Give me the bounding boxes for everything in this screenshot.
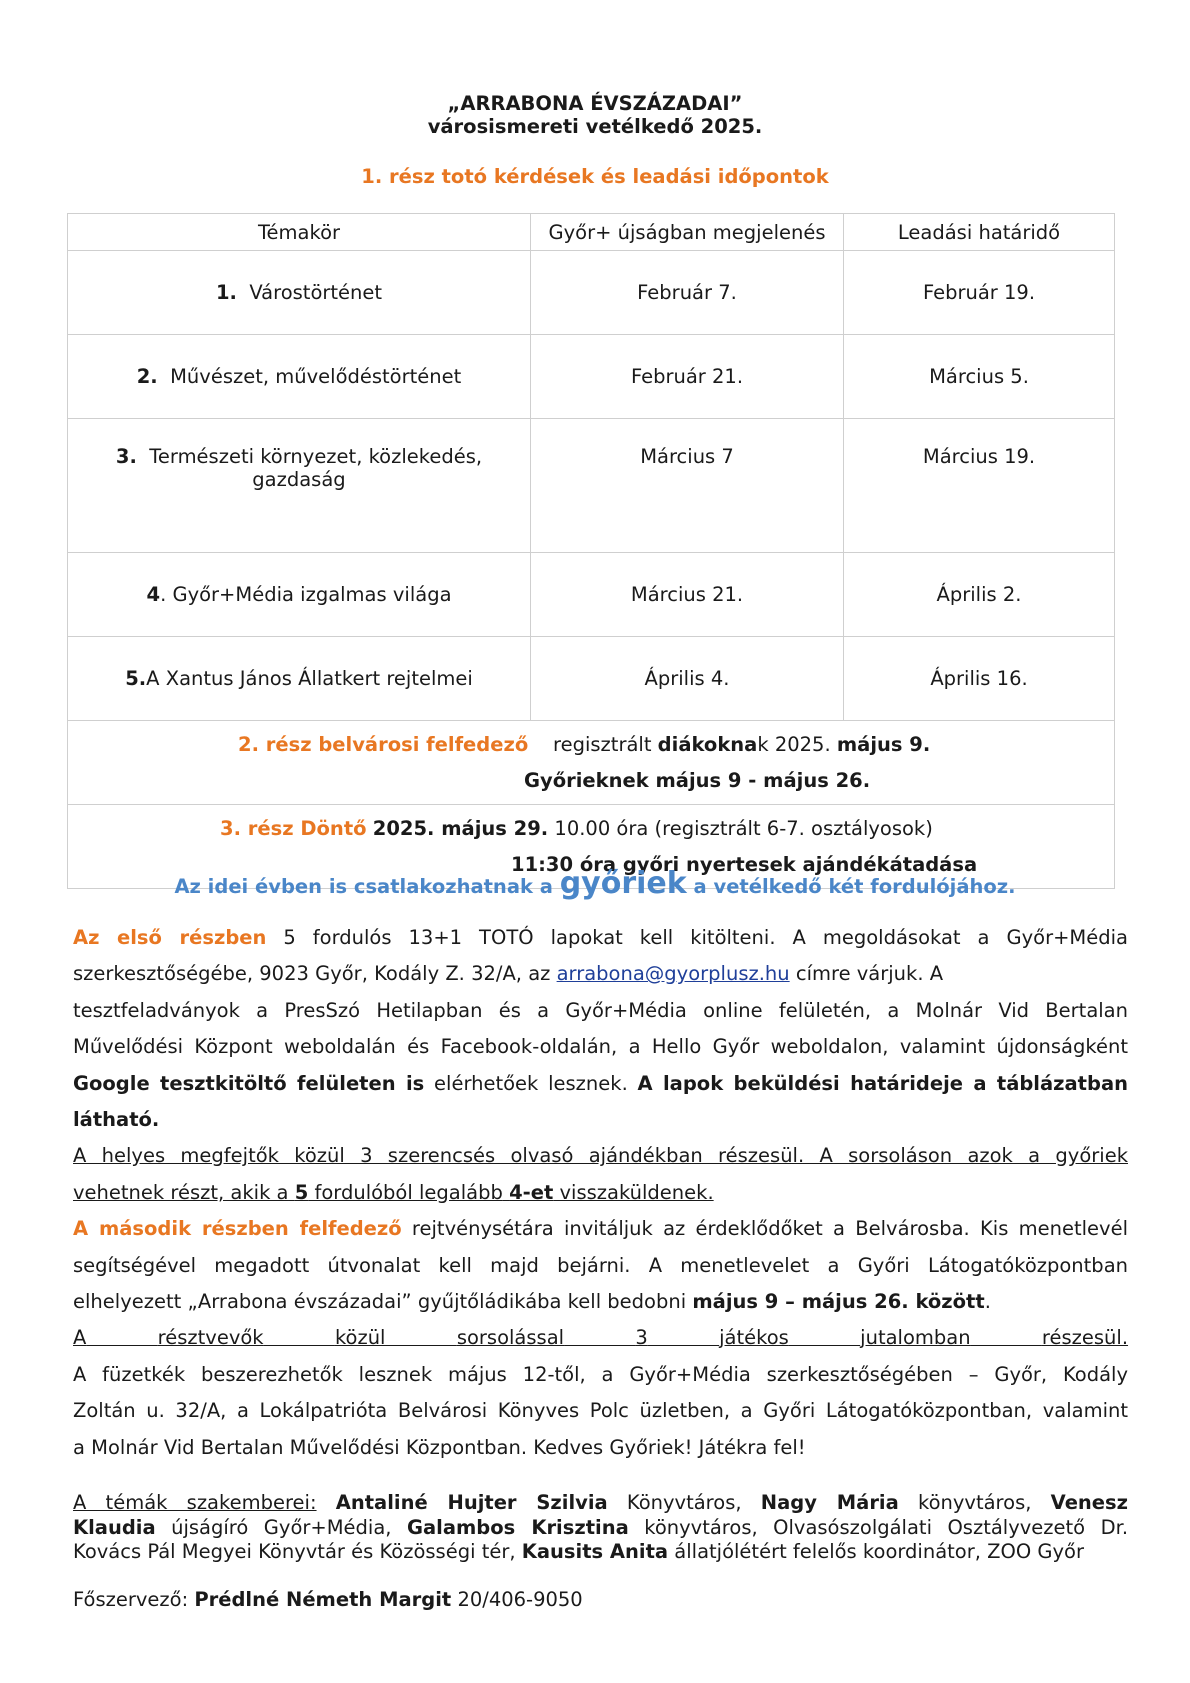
- topic-cell: [68, 637, 531, 721]
- topic-text: . Győr+Média izgalmas világa: [160, 583, 452, 606]
- paragraph-part1: [73, 920, 1128, 1138]
- deadline-cell: Március 5.: [844, 335, 1115, 419]
- table-row: [68, 419, 1115, 553]
- para1-available: elérhetőek lesznek.: [434, 1071, 628, 1095]
- header-topic: Témakör: [68, 214, 531, 251]
- part3-date: 2025. május 29.: [372, 816, 549, 840]
- topic-text: Várostörténet: [249, 281, 383, 304]
- para3-line5: A füzetkék beszerezhetők lesznek május 12-től, a Győr+Média szerkesztőségében – Győr, Kodály: [73, 1362, 1128, 1386]
- email-link[interactable]: arrabona@gyorplusz.hu: [556, 962, 790, 986]
- table-row: [68, 637, 1115, 721]
- part3-line1: [74, 811, 1108, 847]
- publication-cell: Február 7.: [531, 251, 844, 335]
- schedule-table: [67, 213, 1115, 889]
- document-subtitle: városismereti vetélkedő 2025.: [427, 115, 763, 138]
- word: A: [73, 1326, 87, 1350]
- invitation-post: a vetélkedő két fordulójához.: [693, 875, 1016, 898]
- para3-end: .: [984, 1289, 991, 1313]
- expert-name: Kausits Anita: [521, 1540, 669, 1563]
- para3-dropbox: elhelyezett „Arrabona évszázadai” gyűjtőládikába kell bedobni: [73, 1289, 687, 1313]
- topic-number: 5.: [125, 667, 147, 690]
- topic-number: 2.: [136, 365, 158, 388]
- publication-cell: Március 21.: [531, 553, 844, 637]
- deadline-cell: Február 19.: [844, 251, 1115, 335]
- para2-d: 4-et: [509, 1180, 554, 1204]
- organizer-label: Főszervező:: [73, 1588, 189, 1611]
- expert-name: Antaliné Hujter Szilvia: [335, 1491, 608, 1514]
- word: jutalomban: [860, 1326, 971, 1350]
- part3-label: 3. rész Döntő: [220, 816, 367, 840]
- experts-rest: [73, 1516, 1128, 1565]
- part2-cell: [68, 721, 1115, 805]
- word: közül: [334, 1326, 386, 1350]
- part2-line1: [74, 727, 1108, 763]
- para1-line3: tesztfeladványok a PresSzó Hetilapban és a Győr+Média online felületén, a Molnár Vid Bertalan: [73, 998, 1128, 1022]
- publication-cell: Április 4.: [531, 637, 844, 721]
- expert-role: újságíró Győr+Média,: [171, 1515, 392, 1539]
- invitation-line: [0, 866, 1190, 901]
- document-title: „ARRABONA ÉVSZÁZADAI”: [447, 92, 743, 115]
- para3-text: rejtvénysétára invitáljuk az érdeklődőket a Belvárosba. Kis menetlevél: [411, 1217, 1128, 1241]
- topic-cell: [68, 335, 531, 419]
- para3-line1: [73, 1211, 1128, 1247]
- para2-a: vehetnek részt, akik a: [73, 1180, 289, 1204]
- main-organizer: [73, 1588, 583, 1611]
- topic-cell: [68, 553, 531, 637]
- para1-line2: [73, 956, 1128, 992]
- para1-line4: Művelődési Központ weboldalán és Facebook-oldalán, a Hello Győr weboldalon, valamint újdonságként: [73, 1035, 1128, 1059]
- word: sorsolással: [456, 1326, 565, 1350]
- part2-label: 2. rész belvárosi felfedező: [238, 732, 529, 756]
- table-header-row: [68, 214, 1115, 251]
- para2-line2: [73, 1175, 1128, 1211]
- expert-name: Galambos Krisztina: [406, 1515, 629, 1539]
- organizer-phone: 20/406-9050: [457, 1588, 583, 1611]
- part2-bold1: diákokna: [657, 732, 758, 756]
- para1-orange: Az első részben: [73, 926, 267, 949]
- para2-e: visszaküldenek.: [559, 1180, 714, 1204]
- para1-line1: [73, 920, 1128, 956]
- para2-b: 5: [294, 1180, 309, 1204]
- paragraph-prize: [73, 1138, 1128, 1211]
- topic-cell: [68, 251, 531, 335]
- topic-text: Művészet, művelődéstörténet: [170, 365, 462, 388]
- para3-line4: [73, 1320, 1128, 1356]
- topic-text: A Xantus János Állatkert rejtelmei: [146, 667, 473, 690]
- part1-heading: 1. rész totó kérdések és leadási időpontok: [361, 165, 829, 188]
- header-publication: Győr+ újságban megjelenés: [531, 214, 844, 251]
- publication-cell: Március 7: [531, 419, 844, 553]
- para1-line6: látható.: [73, 1107, 160, 1131]
- part2-text1: regisztrált: [553, 732, 652, 756]
- word: résztvevők: [157, 1326, 264, 1350]
- deadline-cell: Március 19.: [844, 419, 1115, 553]
- word: részesül.: [1041, 1326, 1129, 1350]
- part2-row: [68, 721, 1115, 805]
- para3-line2: segítségével megadott útvonalat kell majd bejárni. A menetlevelet a Győri Látogatóközpontban: [73, 1253, 1128, 1277]
- publication-cell: Február 21.: [531, 335, 844, 419]
- expert-name-part: Venesz: [1050, 1491, 1128, 1514]
- expert-role: állatjólétért felelős koordinátor, ZOO Győr: [674, 1540, 1084, 1563]
- experts-label: A témák szakemberei:: [73, 1491, 317, 1514]
- para1-line5: [73, 1066, 1128, 1102]
- word: játékos: [719, 1326, 789, 1350]
- para3-orange: A második részben felfedező: [73, 1217, 402, 1241]
- expert-role: könyvtáros, Olvasószolgálati Osztályvezető Dr. Kovács Pál Megyei Könyvtár és Közösségi tér,: [73, 1515, 1129, 1563]
- para3-line6: Zoltán u. 32/A, a Lokálpatrióta Belvárosi Könyves Polc üzletben, a Győri Látogatóközpontban, valamint: [73, 1399, 1128, 1423]
- deadline-cell: Április 2.: [844, 553, 1115, 637]
- part2-bold2: május 9.: [836, 732, 931, 756]
- organizer-name: Prédlné Németh Margit: [194, 1588, 452, 1611]
- para1-bold: Google tesztkitöltő felületen is: [73, 1071, 425, 1095]
- invitation-big: győriek: [559, 866, 687, 901]
- paragraph-part2: [73, 1211, 1128, 1466]
- para1-post: címre várjuk. A: [795, 962, 944, 986]
- word: 3: [635, 1326, 648, 1350]
- topic-cell: [68, 419, 531, 553]
- para1-address: szerkesztőségébe, 9023 Győr, Kodály Z. 32/A, az: [73, 962, 551, 986]
- para1-text: 5 fordulós 13+1 TOTÓ lapokat kell kitölteni. A megoldásokat a Győr+Média: [283, 926, 1128, 949]
- part3-time: 10.00 óra (regisztrált 6-7. osztályosok): [554, 816, 933, 840]
- topic-text: Természeti környezet, közlekedés,: [149, 445, 483, 468]
- para3-line3: [73, 1284, 1128, 1320]
- invitation-pre: Az idei évben is csatlakozhatnak a: [174, 875, 553, 898]
- topic-number: 1.: [215, 281, 237, 304]
- para3-line7: a Molnár Vid Bertalan Művelődési Központban. Kedves Győriek! Játékra fel!: [73, 1435, 806, 1459]
- deadline-cell: Április 16.: [844, 637, 1115, 721]
- table-row: [68, 251, 1115, 335]
- para1-deadline-note: A lapok beküldési határideje a táblázatban: [637, 1071, 1128, 1095]
- expert-name-part: Klaudia: [73, 1515, 156, 1539]
- expert-role: Könyvtáros,: [626, 1491, 742, 1514]
- para2-line1: A helyes megfejtők közül 3 szerencsés olvasó ajándékban részesül. A sorsoláson azok a győriek: [73, 1144, 1128, 1168]
- header-deadline: Leadási határidő: [844, 214, 1115, 251]
- table-row: [68, 553, 1115, 637]
- part2-line2: Győrieknek május 9 - május 26.: [524, 768, 871, 792]
- topic-number: 4: [146, 583, 161, 606]
- experts-line1: [73, 1491, 1128, 1516]
- expert-role: könyvtáros,: [918, 1491, 1032, 1514]
- part2-text2: k 2025.: [757, 732, 831, 756]
- part3-line2: 11:30 óra győri nyertesek ajándékátadása: [511, 852, 978, 876]
- para2-c: fordulóból legalább: [314, 1180, 503, 1204]
- topic-text-cont: gazdaság: [252, 468, 346, 491]
- expert-name: Nagy Mária: [760, 1491, 899, 1514]
- para3-dates: május 9 – május 26. között: [692, 1289, 985, 1313]
- table-row: [68, 335, 1115, 419]
- experts-block: [73, 1491, 1128, 1565]
- topic-number: 3.: [115, 445, 137, 468]
